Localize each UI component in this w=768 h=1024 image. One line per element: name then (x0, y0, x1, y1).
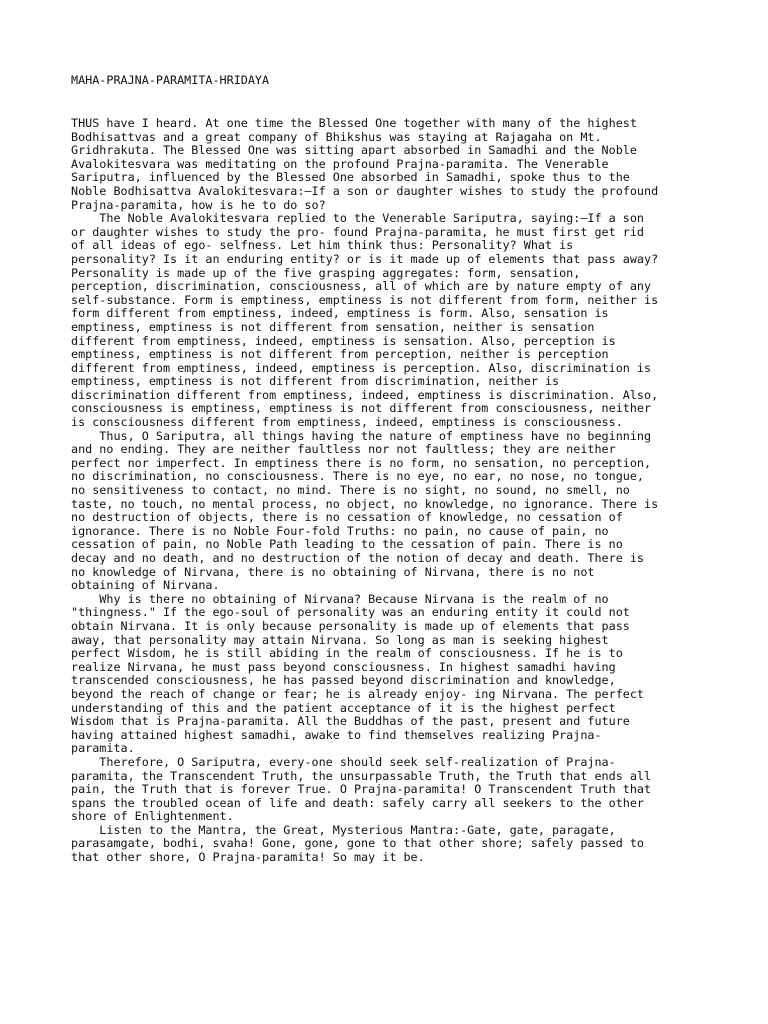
text-line: spans the troubled ocean of life and death: safely carry all seekers to the other (71, 795, 645, 810)
text-line: obtaining of Nirvana. (71, 578, 220, 593)
text-line: paramita. (71, 741, 135, 756)
text-line: of all ideas of ego- selfness. Let him think thus: Personality? What is (71, 238, 574, 253)
text-line: THUS have I heard. At one time the Blessed One together with many of the highest (71, 116, 637, 130)
text-line: emptiness, emptiness is not different from sensation, neither is sensation (71, 319, 595, 334)
text-line: no sensitiveness to contact, no mind. There is no sight, no sound, no smell, no (71, 483, 630, 498)
text-line: decay and no death, and no destruction of the notion of decay and death. There is (71, 551, 645, 565)
text-line: that other shore, O Prajna-paramita! So may it be. (71, 850, 425, 865)
text-line: discrimination different from emptiness, indeed, emptiness is discrimination. Also, (71, 387, 659, 402)
text-line: obtain Nirvana. It is only because personality is made up of elements that pass (71, 618, 630, 633)
text-line: cessation of pain, no Noble Path leading to the cessation of pain. There is no (71, 537, 623, 552)
text-line: Personality is made up of the five grasping aggregates: form, sensation, (71, 265, 581, 280)
document-title: MAHA-PRAJNA-PARAMITA-HRIDAYA (71, 73, 270, 87)
text-line: consciousness is emptiness, emptiness is not different from consciousness, neither (71, 401, 652, 416)
text-line: different from emptiness, indeed, emptiness is sensation. Also, perception is (71, 333, 616, 348)
text-line: ignorance. There is no Noble Four-fold Truths: no pain, no cause of pain, no (71, 523, 609, 538)
text-line: or daughter wishes to study the pro- found Prajna-paramita, he must first get rid (71, 224, 645, 239)
text-line: Sariputra, influenced by the Blessed One absorbed in Samadhi, spoke thus to the (71, 170, 630, 185)
text-line: "thingness." If the ego-soul of personality was an enduring entity it could not (71, 605, 630, 620)
text-line: no destruction of objects, there is no cessation of knowledge, no cessation of (71, 510, 623, 525)
text-line: shore of Enlightenment. (71, 809, 234, 824)
text-line: transcended consciousness, he has passed beyond discrimination and knowledge, (71, 673, 616, 688)
document-page (71, 0, 711, 1024)
text-line: emptiness, emptiness is not different from perception, neither is perception (71, 347, 609, 362)
text-line: Noble Bodhisattva Avalokitesvara:—If a son or daughter wishes to study the profound (71, 183, 659, 198)
text-line: parasamgate, bodhi, svaha! Gone, gone, gone to that other shore; safely passed to (71, 836, 645, 851)
text-line: taste, no touch, no mental process, no object, no knowledge, no ignorance. There is (71, 496, 659, 511)
text-line: Prajna-paramita, how is he to do so? (71, 197, 326, 212)
text-line: no discrimination, no consciousness. There is no eye, no ear, no nose, no tongue, (71, 469, 645, 484)
text-line: paramita, the Transcendent Truth, the unsurpassable Truth, the Truth that ends all (71, 768, 652, 783)
text-line: form different from emptiness, indeed, emptiness is form. Also, sensation is (71, 306, 609, 321)
text-line: perfect nor imperfect. In emptiness there is no form, no sensation, no perception, (71, 455, 652, 470)
text-line: having attained highest samadhi, awake to find themselves realizing Prajna- (71, 727, 602, 742)
text-line: perfect Wisdom, he is still abiding in the realm of consciousness. If he is to (71, 646, 623, 661)
text-line: beyond the reach of change or fear; he is already enjoy- ing Nirvana. The perfect (71, 686, 645, 701)
text-line: realize Nirvana, he must pass beyond consciousness. In highest samadhi having (71, 659, 616, 674)
text-line: Why is there no obtaining of Nirvana? Because Nirvana is the realm of no (71, 591, 609, 606)
text-line: perception, discrimination, consciousness, all of which are by nature empty of any (71, 279, 652, 294)
text-line: Listen to the Mantra, the Great, Mysterious Mantra:-Gate, gate, paragate, (71, 822, 616, 837)
text-line: Gridhrakuta. The Blessed One was sitting apart absorbed in Samadhi and the Noble (71, 143, 637, 158)
text-line: Bodhisattvas and a great company of Bhikshus was staying at Rajagaha on Mt. (71, 129, 602, 144)
text-line: is consciousness different from emptiness, indeed, emptiness is consciousness. (71, 415, 623, 430)
text-line: emptiness, emptiness is not different from discrimination, neither is (71, 374, 560, 389)
text-line: pain, the Truth that is forever True. O Prajna-paramita! O Transcendent Truth that (71, 782, 652, 797)
text-line: and no ending. They are neither faultless nor not faultless; they are neither (71, 442, 616, 457)
document-body (71, 117, 658, 865)
text-line: different from emptiness, indeed, emptiness is perception. Also, discrimination is (71, 360, 652, 375)
text-line: understanding of this and the patient acceptance of it is the highest perfect (71, 700, 616, 715)
text-line: away, that personality may attain Nirvana. So long as man is seeking highest (71, 632, 609, 647)
text-line: Therefore, O Sariputra, every-one should seek self-realization of Prajna- (71, 754, 616, 769)
text-line: self-substance. Form is emptiness, emptiness is not different from form, neither is (71, 292, 659, 307)
text-line: personality? Is it an enduring entity? or is it made up of elements that pass away? (71, 251, 659, 266)
text-line: The Noble Avalokitesvara replied to the Venerable Sariputra, saying:—If a son (71, 211, 645, 226)
text-line: Thus, O Sariputra, all things having the nature of emptiness have no beginning (71, 428, 652, 443)
text-line: no knowledge of Nirvana, there is no obtaining of Nirvana, there is no not (71, 564, 595, 579)
text-line: Wisdom that is Prajna-paramita. All the Buddhas of the past, present and future (71, 714, 630, 729)
text-line: Avalokitesvara was meditating on the profound Prajna-paramita. The Venerable (71, 156, 609, 171)
